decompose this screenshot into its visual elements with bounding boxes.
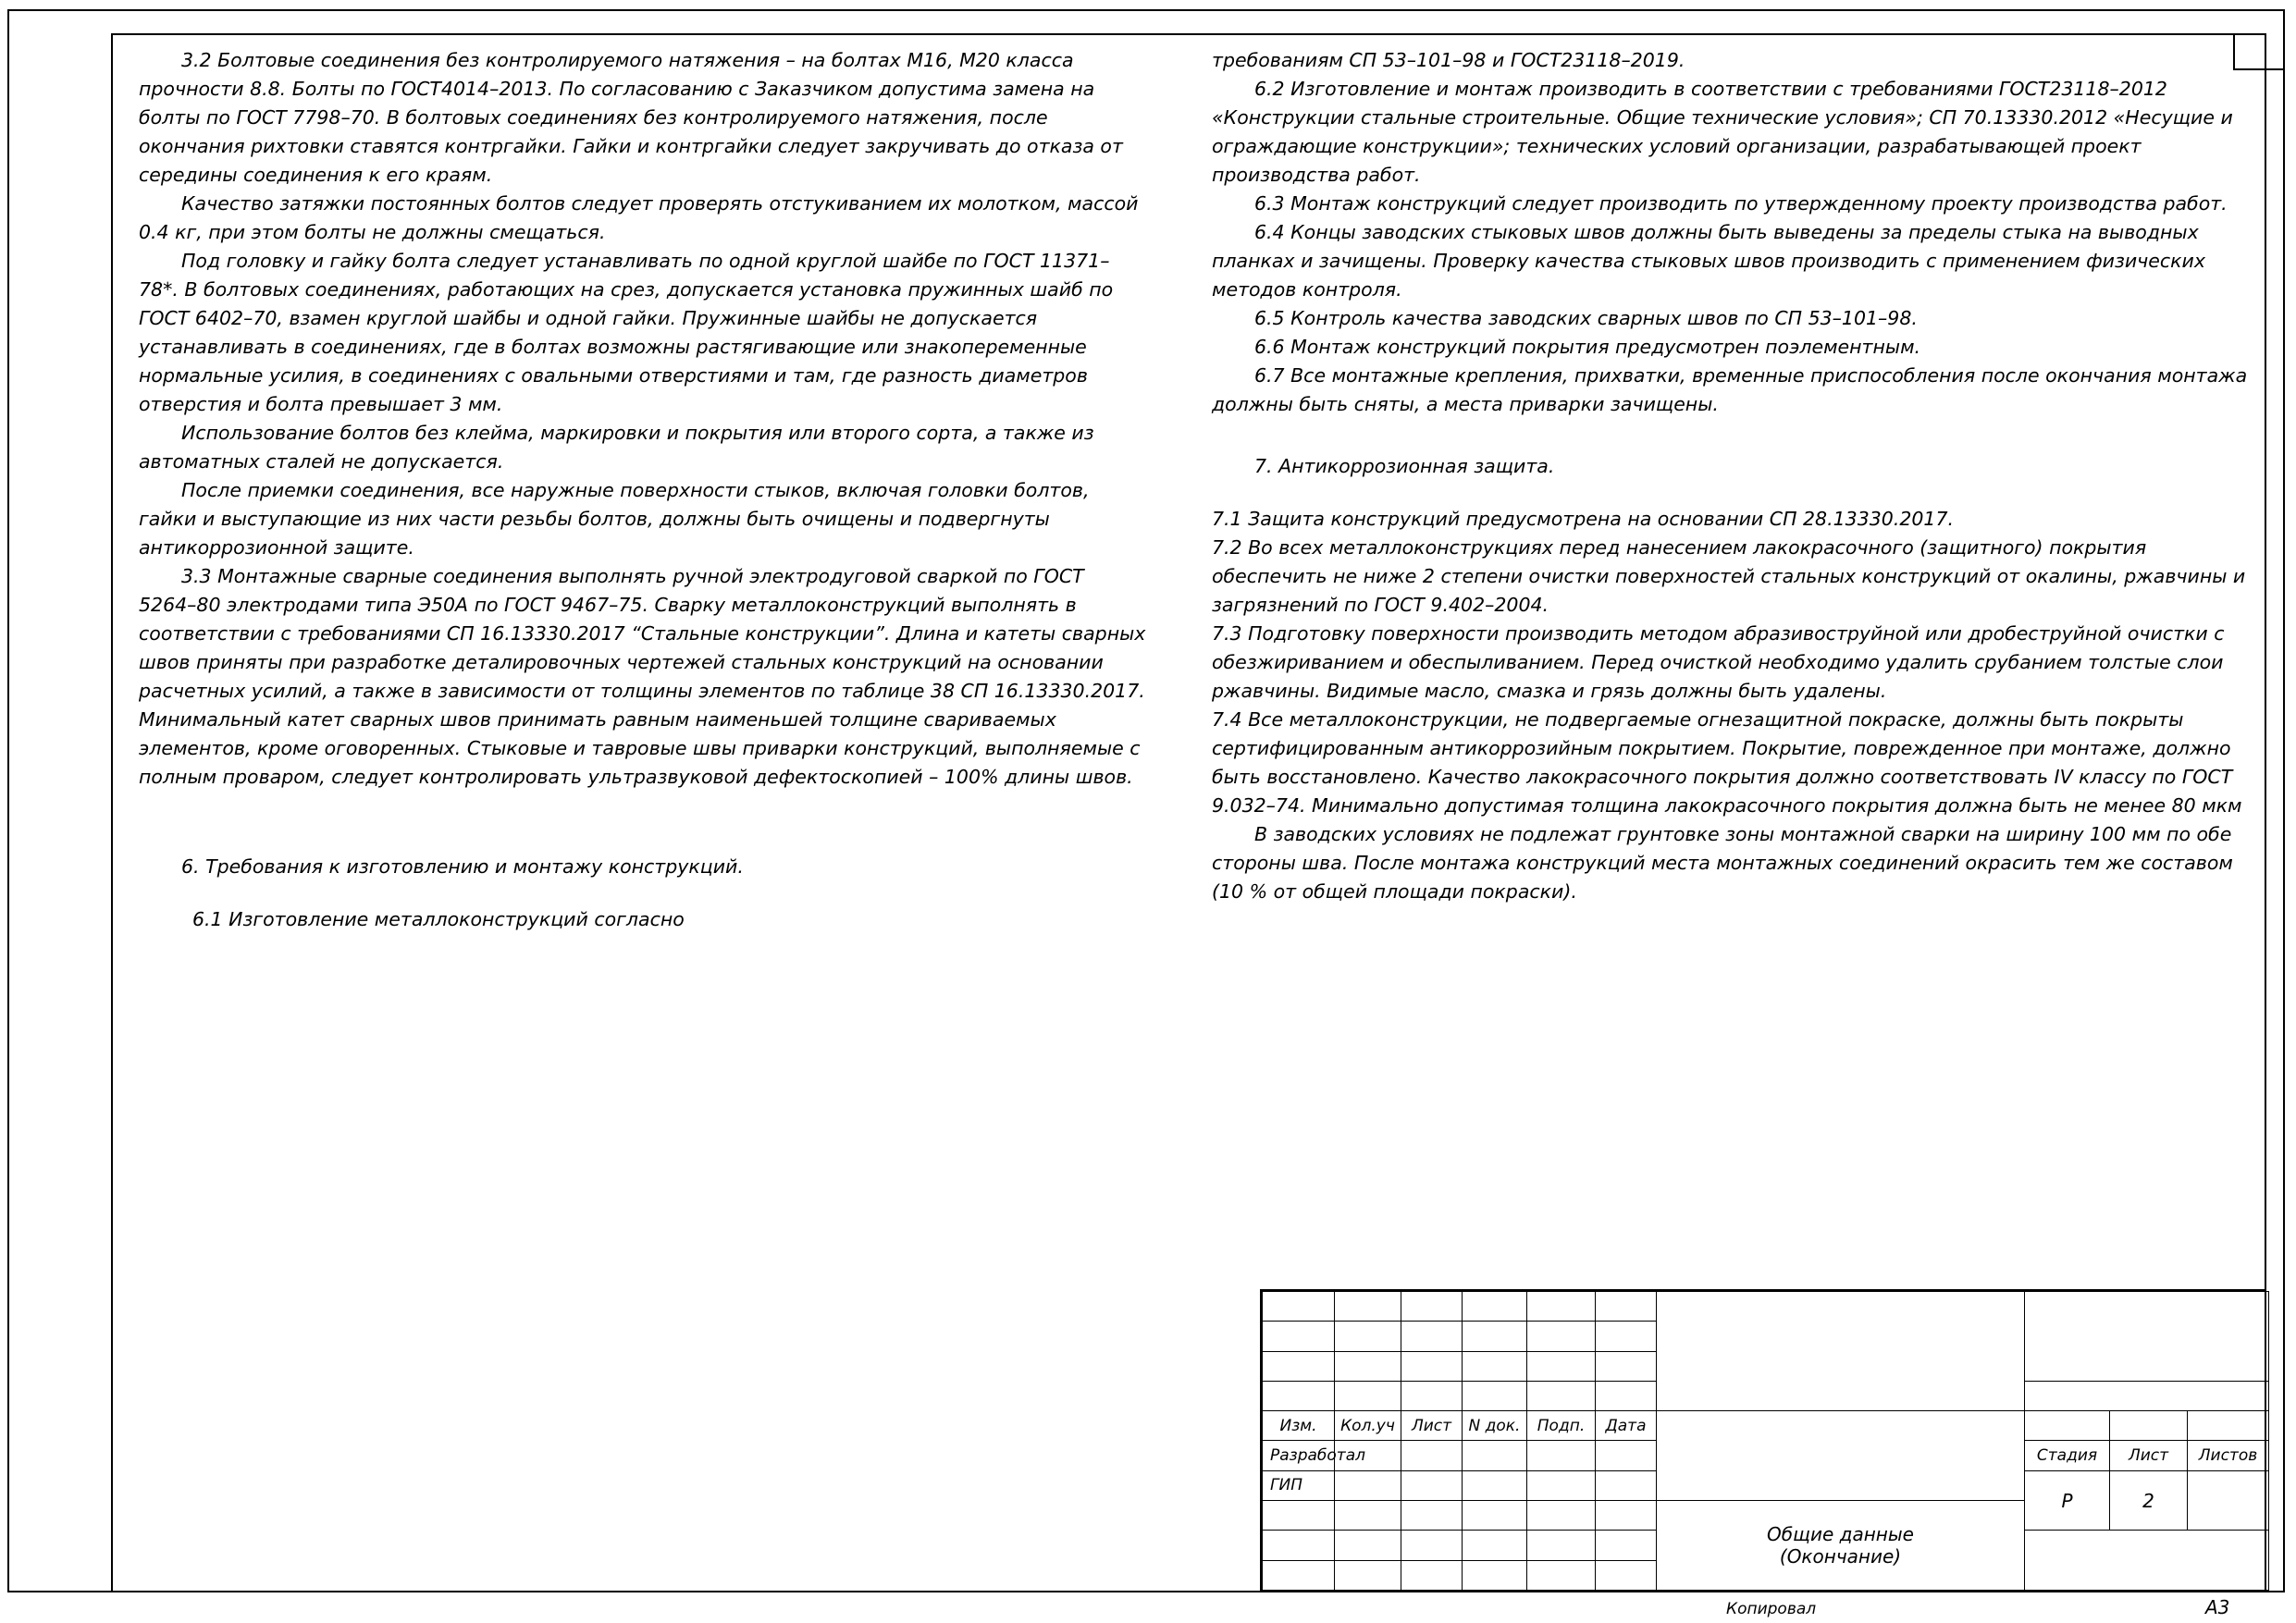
item: 7.1 Защита конструкций предусмотрена на основании СП 28.13330.2017. — [1212, 508, 1955, 530]
cell — [1263, 1292, 1335, 1322]
paragraph: 3.2 Болтовые соединения без контролируемого натяжения – на болтах М16, М20 класса прочности 8.8. Болты по ГОСТ4014–2013. По согласованию с Заказчиком допустима замена на болты по ГОСТ 7798–70. В болтовых соединениях без контролируемого натяжения, после окончания рихтовки ставятся контргайки. Гайки и контргайки следует закручивать до отказа от середины соединения к его краям. — [139, 49, 1123, 186]
item: 7.2 Во всех металлоконструкциях перед нанесением лакокрасочного (защитного) покрытия обеспечить не ниже 2 степени очистки поверхностей стальных конструкций от окалины, ржавчины и загрязнений по ГОСТ 9.402–2004. — [1212, 536, 2246, 616]
cell — [1263, 1322, 1335, 1351]
stage-header: Стадия — [2025, 1441, 2110, 1470]
cell — [1596, 1381, 1657, 1410]
sheet-value: 2 — [2110, 1470, 2188, 1531]
cell — [1596, 1292, 1657, 1322]
cell — [1401, 1441, 1463, 1470]
left-text-column — [139, 46, 1147, 934]
cell — [1527, 1381, 1596, 1410]
paragraph: 3.3 Монтажные сварные соединения выполнять ручной электродуговой сваркой по ГОСТ 5264–80 электродами типа Э50А по ГОСТ 9467–75. Сварку металлоконструкций выполнять в соответствии с требованиями СП 16.13330.2017 “Стальные конструкции”. Длина и катеты сварных швов приняты при разработке деталировочных чертежей стальных конструкций на основании расчетных усилий, а также в зависимости от толщины элементов по таблице 38 СП 16.13330.2017. Минимальный катет сварных швов принимать равным наименьшей толщине свариваемых элементов, кроме оговоренных. Стыковые и тавровые швы приварки конструкций, выполняемые с полным проваром, следует контролировать ультразвуковой дефектоскопией – 100% длины швов. — [139, 565, 1146, 788]
cell — [1596, 1560, 1657, 1590]
cell — [1527, 1531, 1596, 1560]
cell — [1463, 1292, 1527, 1322]
continuation-line: требованиям СП 53–101–98 и ГОСТ23118–2019. — [1212, 49, 1685, 71]
drawing-title-line1: Общие данные — [1767, 1523, 1914, 1546]
right-text-column — [1212, 46, 2248, 906]
paragraph: 6.5 Контроль качества заводских сварных швов по СП 53–101–98. — [1254, 307, 1918, 329]
cell — [1335, 1560, 1401, 1590]
cell — [1401, 1292, 1463, 1322]
paragraph: Под головку и гайку болта следует устанавливать по одной круглой шайбе по ГОСТ 11371–78*. В болтовых соединениях, работающих на срез, допускается установка пружинных шайб по ГОСТ 6402–70, взамен круглой шайбы и одной гайки. Пружинные шайбы не допускается устанавливать в соединениях, где в болтах возможны растягивающие или знакопеременные нормальные усилия, в соединениях с овальными отверстиями и там, где разность диаметров отверстия и болта превышает 3 мм. — [139, 250, 1114, 415]
paragraph: 6.3 Монтаж конструкций следует производить по утвержденному проекту производства работ. — [1254, 192, 2228, 215]
cell — [1596, 1501, 1657, 1531]
cell — [1263, 1531, 1335, 1560]
cell — [2110, 1411, 2188, 1441]
paragraph: 6.7 Все монтажные крепления, прихватки, временные приспособления после окончания монтажа должны быть сняты, а места приварки зачищены. — [1212, 364, 2248, 415]
paragraph: Качество затяжки постоянных болтов следует проверять отстукиванием их молотком, массой 0.4 кг, при этом болты не должны смещаться. — [139, 192, 1139, 243]
cell — [1263, 1381, 1335, 1410]
cell — [2188, 1411, 2269, 1441]
col-header-podp: Подп. — [1527, 1411, 1596, 1441]
cell — [1463, 1322, 1527, 1351]
cell — [2025, 1531, 2269, 1591]
sheet-format-label: A3 — [2205, 1596, 2230, 1618]
paragraph: После приемки соединения, все наружные поверхности стыков, включая головки болтов, гайки и выступающие из них части резьбы болтов, должны быть очищены и подвергнуты антикоррозионной защите. — [139, 479, 1090, 559]
cell — [2025, 1411, 2110, 1441]
cell — [1596, 1531, 1657, 1560]
cell — [1527, 1441, 1596, 1470]
table-row — [1263, 1292, 2269, 1322]
paragraph: 6.6 Монтаж конструкций покрытия предусмотрен поэлементным. — [1254, 336, 1921, 358]
cell — [1335, 1501, 1401, 1531]
col-header-list: Лист — [1401, 1411, 1463, 1441]
cell — [1596, 1441, 1657, 1470]
cell — [1527, 1292, 1596, 1322]
cell — [1463, 1560, 1527, 1590]
cell — [1527, 1560, 1596, 1590]
table-row-headers — [1263, 1411, 2269, 1441]
title-block-table — [1262, 1291, 2269, 1591]
cell — [1335, 1381, 1401, 1410]
paragraph: Использование болтов без клейма, маркировки и покрытия или второго сорта, а также из автоматных сталей не допускается. — [139, 422, 1094, 473]
paragraph: 6.4 Концы заводских стыковых швов должны быть выведены за пределы стыка на выводных планках и зачищены. Проверку качества стыковых швов производить с применением физических методов контроля. — [1212, 221, 2205, 301]
stage-value: Р — [2025, 1470, 2110, 1531]
drawing-title — [1657, 1501, 2025, 1591]
cell — [1463, 1501, 1527, 1531]
role-gip: ГИП — [1263, 1470, 1335, 1500]
cell — [1401, 1470, 1463, 1500]
col-header-ndok: N док. — [1463, 1411, 1527, 1441]
cell — [2025, 1381, 2269, 1410]
cell — [1657, 1411, 2025, 1501]
section-heading-6: 6. Требования к изготовлению и монтажу конструкций. — [181, 855, 744, 878]
cell — [1335, 1531, 1401, 1560]
cell — [1263, 1351, 1335, 1381]
cell — [1401, 1322, 1463, 1351]
cell — [1527, 1501, 1596, 1531]
cell — [1463, 1351, 1527, 1381]
cell — [1596, 1351, 1657, 1381]
section-heading-7: 7. Антикоррозионная защита. — [1254, 455, 1555, 477]
title-block — [1260, 1289, 2266, 1592]
tail-paragraph: В заводских условиях не подлежат грунтовке зоны монтажной сварки на ширину 100 мм по обе стороны шва. После монтажа конструкций места монтажных соединений окрасить тем же составом (10 % от общей площади покраски). — [1212, 823, 2233, 903]
cell — [1527, 1470, 1596, 1500]
item: 7.3 Подготовку поверхности производить методом абразивоструйной или дробеструйной очистки с обезжириванием и обеспыливанием. Перед очисткой необходимо удалить срубанием толстые слои ржавчины. Видимые масло, смазка и грязь должны быть удалены. — [1212, 622, 2225, 702]
copy-note: Копировал — [1726, 1600, 1817, 1618]
cell — [1263, 1501, 1335, 1531]
cell — [2025, 1292, 2269, 1382]
cell — [1263, 1560, 1335, 1590]
cell — [1657, 1292, 2025, 1411]
col-header-koluch: Кол.уч — [1335, 1411, 1401, 1441]
paragraph: 6.2 Изготовление и монтаж производить в соответствии с требованиями ГОСТ23118–2012 «Конструкции стальные строительные. Общие технические условия»; СП 70.13330.2012 «Несущие и ограждающие конструкции»; технических условий организации, разрабатывающей проект производства работ. — [1212, 78, 2233, 186]
cell — [1463, 1381, 1527, 1410]
cell — [1335, 1292, 1401, 1322]
cell — [1401, 1501, 1463, 1531]
item: 7.4 Все металлоконструкции, не подвергаемые огнезащитной покраске, должны быть покрыты сертифицированным антикоррозийным покрытием. Покрытие, поврежденное при монтаже, должно быть восстановлено. Качество лакокрасочного покрытия должно соответствовать IV классу по ГОСТ 9.032–74. Минимально допустимая толщина лакокрасочного покрытия должна быть не менее 80 мкм — [1212, 708, 2242, 817]
cell — [1463, 1531, 1527, 1560]
sheet-header: Лист — [2110, 1441, 2188, 1470]
col-header-izm: Изм. — [1263, 1411, 1335, 1441]
cell — [1401, 1560, 1463, 1590]
text-body — [139, 46, 2248, 1322]
cell — [1335, 1470, 1401, 1500]
cell — [1463, 1470, 1527, 1500]
cell — [1527, 1322, 1596, 1351]
cell — [1596, 1470, 1657, 1500]
sheets-header: Листов — [2188, 1441, 2269, 1470]
cell — [1596, 1322, 1657, 1351]
sheets-value — [2188, 1470, 2269, 1531]
role-razrabotal: Разработал — [1263, 1441, 1335, 1470]
cell — [1527, 1351, 1596, 1381]
cell — [1401, 1531, 1463, 1560]
col-header-data: Дата — [1596, 1411, 1657, 1441]
cell — [1335, 1351, 1401, 1381]
cell — [1335, 1322, 1401, 1351]
cell — [1463, 1441, 1527, 1470]
cell — [1401, 1351, 1463, 1381]
drawing-title-line2: (Окончание) — [1779, 1545, 1902, 1568]
cell — [1401, 1381, 1463, 1410]
section-6-1-line: 6.1 Изготовление металлоконструкций согласно — [192, 908, 685, 930]
